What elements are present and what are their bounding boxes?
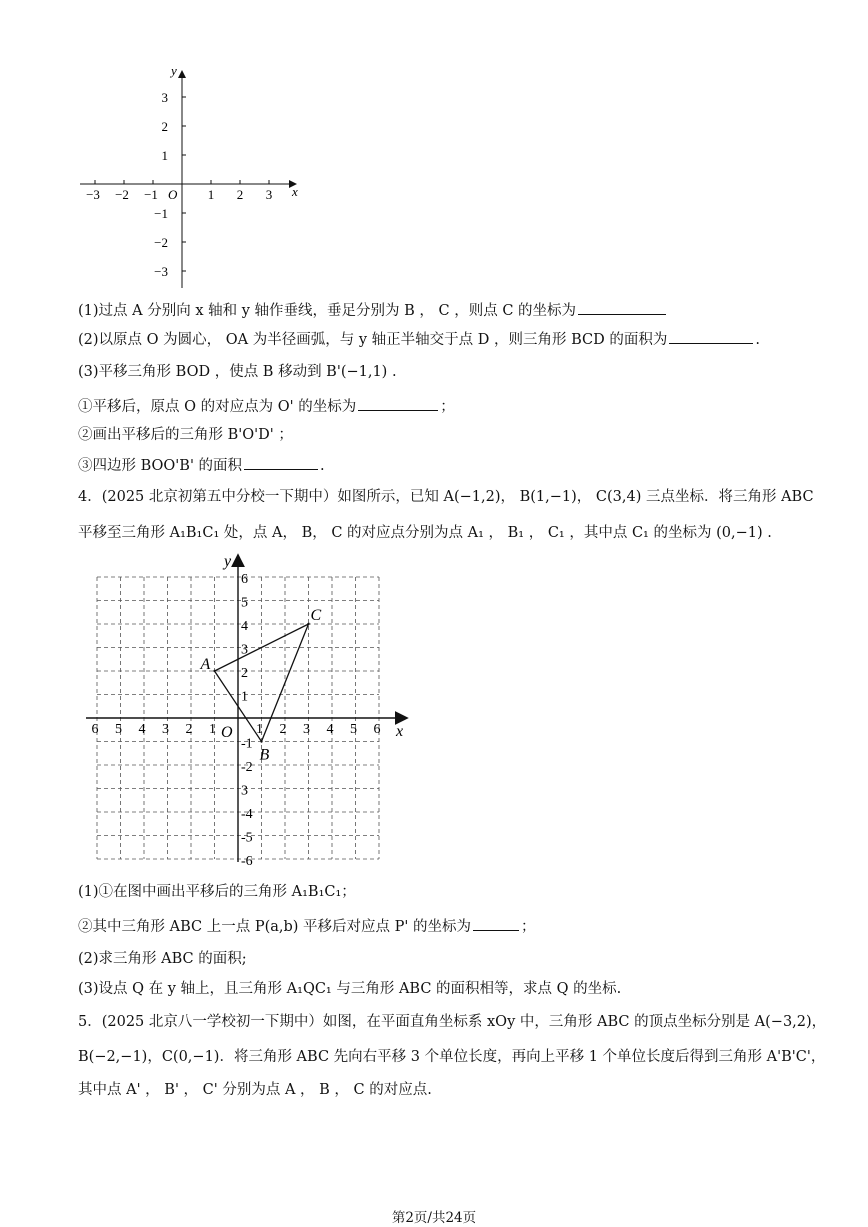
vertex-label-c: C <box>310 607 322 624</box>
y-tick-label: −2 <box>154 235 168 250</box>
q3-part1: (1)过点 A 分别向 x 轴和 y 轴作垂线，垂足分别为 B ， C ，则点 C 的坐标为 <box>78 300 668 321</box>
q4-part3: (3)设点 Q 在 y 轴上，且三角形 A₁QC₁ 与三角形 ABC 的面积相等，求点 Q 的坐标. <box>78 981 622 997</box>
y-tick-label: −3 <box>154 264 168 279</box>
y-tick-label: -2 <box>241 760 253 775</box>
q3-part3: (3)平移三角形 BOD ，使点 B 移动到 B'(−1,1) . <box>78 364 397 380</box>
y-tick-label: 3 <box>241 783 248 799</box>
y-axis-label: y <box>171 63 177 78</box>
q3-sub1: ①平移后，原点 O 的对应点为 O' 的坐标为 ； <box>78 396 455 417</box>
x-tick-label: 2 <box>279 722 287 737</box>
y-tick-label: 1 <box>161 148 168 163</box>
x-tick-label: 1 <box>256 722 263 737</box>
q3-sub2: ②画出平移后的三角形 B'O'D' ； <box>78 427 293 443</box>
x-tick-label: 6 <box>373 722 381 737</box>
answer-blank[interactable] <box>669 329 753 344</box>
y-tick-label: 1 <box>241 689 248 705</box>
x-tick-label: 2 <box>185 722 193 737</box>
q4-stem-line1: 4．(2025 北京初第五中分校一下期中）如图所示，已知 A(−1,2)， B(1,−1)， C(3,4) 三点坐标．将三角形 ABC <box>78 489 814 505</box>
y-tick-label: -5 <box>241 830 253 846</box>
answer-blank[interactable] <box>578 300 666 315</box>
x-tick-label: 5 <box>350 722 357 737</box>
q5-line2: B(−2,−1)，C(0,−1)．将三角形 ABC 先向右平移 3 个单位长度，再向上平移 1 个单位长度后得到三角形 A'B'C'， <box>78 1049 826 1065</box>
answer-blank[interactable] <box>358 396 438 411</box>
x-tick-label: 3 <box>303 722 310 737</box>
q4-part1-sub2: ②其中三角形 ABC 上一点 P(a,b) 平移后对应点 P' 的坐标为 ； <box>78 916 536 937</box>
y-tick-label: -4 <box>241 807 253 822</box>
x-tick-label: 3 <box>265 187 273 202</box>
q3-part2: (2)以原点 O 为圆心， OA 为半径画弧，与 y 轴正半轴交于点 D ，则三角形 BCD 的面积为 . <box>78 329 760 350</box>
x-tick-label: 5 <box>115 722 122 737</box>
y-tick-label: 4 <box>241 619 248 634</box>
answer-blank[interactable] <box>473 916 519 931</box>
x-tick-label: −3 <box>86 187 100 202</box>
x-tick-label: 2 <box>236 187 244 202</box>
x-tick-label: 6 <box>91 722 99 737</box>
x-tick-label: 4 <box>138 722 146 737</box>
y-tick-label: 2 <box>241 666 248 681</box>
q4-part2: (2)求三角形 ABC 的面积; <box>78 951 247 967</box>
y-tick-label: 5 <box>241 595 248 611</box>
x-tick-label: 3 <box>162 722 169 737</box>
y-tick-label: −1 <box>154 206 168 221</box>
vertex-point-a <box>213 670 215 672</box>
x-tick-label: 1 <box>209 722 216 737</box>
vertex-point-c <box>307 623 309 625</box>
y-tick-label: 3 <box>161 90 168 105</box>
q3-sub3: ③四边形 BOO'B' 的面积 . <box>78 455 325 476</box>
y-tick-label: -6 <box>241 854 253 868</box>
vertex-label-a: A <box>200 656 211 673</box>
x-tick-label: 4 <box>326 722 334 737</box>
q5-line1: 5．(2025 北京八一学校初一下期中）如图，在平面直角坐标系 xOy 中，三角形 ABC 的顶点坐标分别是 A(−3,2)， <box>78 1014 827 1030</box>
x-tick-label: 1 <box>207 187 215 202</box>
figure-2-grid <box>78 550 418 868</box>
y-tick-label: 3 <box>241 642 248 658</box>
y-tick-label: -1 <box>241 736 253 752</box>
figure-1-axes <box>70 60 310 295</box>
origin-label: O <box>221 724 233 741</box>
answer-blank[interactable] <box>244 455 318 470</box>
y-tick-label: 6 <box>241 572 248 587</box>
x-tick-label: −2 <box>115 187 129 202</box>
vertex-label-b: B <box>259 746 270 764</box>
q4-stem-line2: 平移至三角形 A₁B₁C₁ 处，点 A， B， C 的对应点分别为点 A₁ ， B₁ ， C₁ ，其中点 C₁ 的坐标为 (0,−1) . <box>78 525 772 541</box>
x-axis-label: x <box>396 723 404 740</box>
origin-label: O <box>168 187 178 202</box>
q4-part1: (1)①在图中画出平移后的三角形 A₁B₁C₁； <box>78 884 356 900</box>
page-footer: 第2页/共24页 <box>391 1210 477 1226</box>
y-axis-label: y <box>224 553 232 570</box>
x-tick-label: −1 <box>144 187 158 202</box>
vertex-point-b <box>260 740 262 742</box>
q5-line3: 其中点 A' ， B' ， C' 分别为点 A ， B ， C 的对应点. <box>78 1082 432 1098</box>
y-tick-label: 2 <box>161 119 168 134</box>
x-axis-label: x <box>292 184 298 199</box>
